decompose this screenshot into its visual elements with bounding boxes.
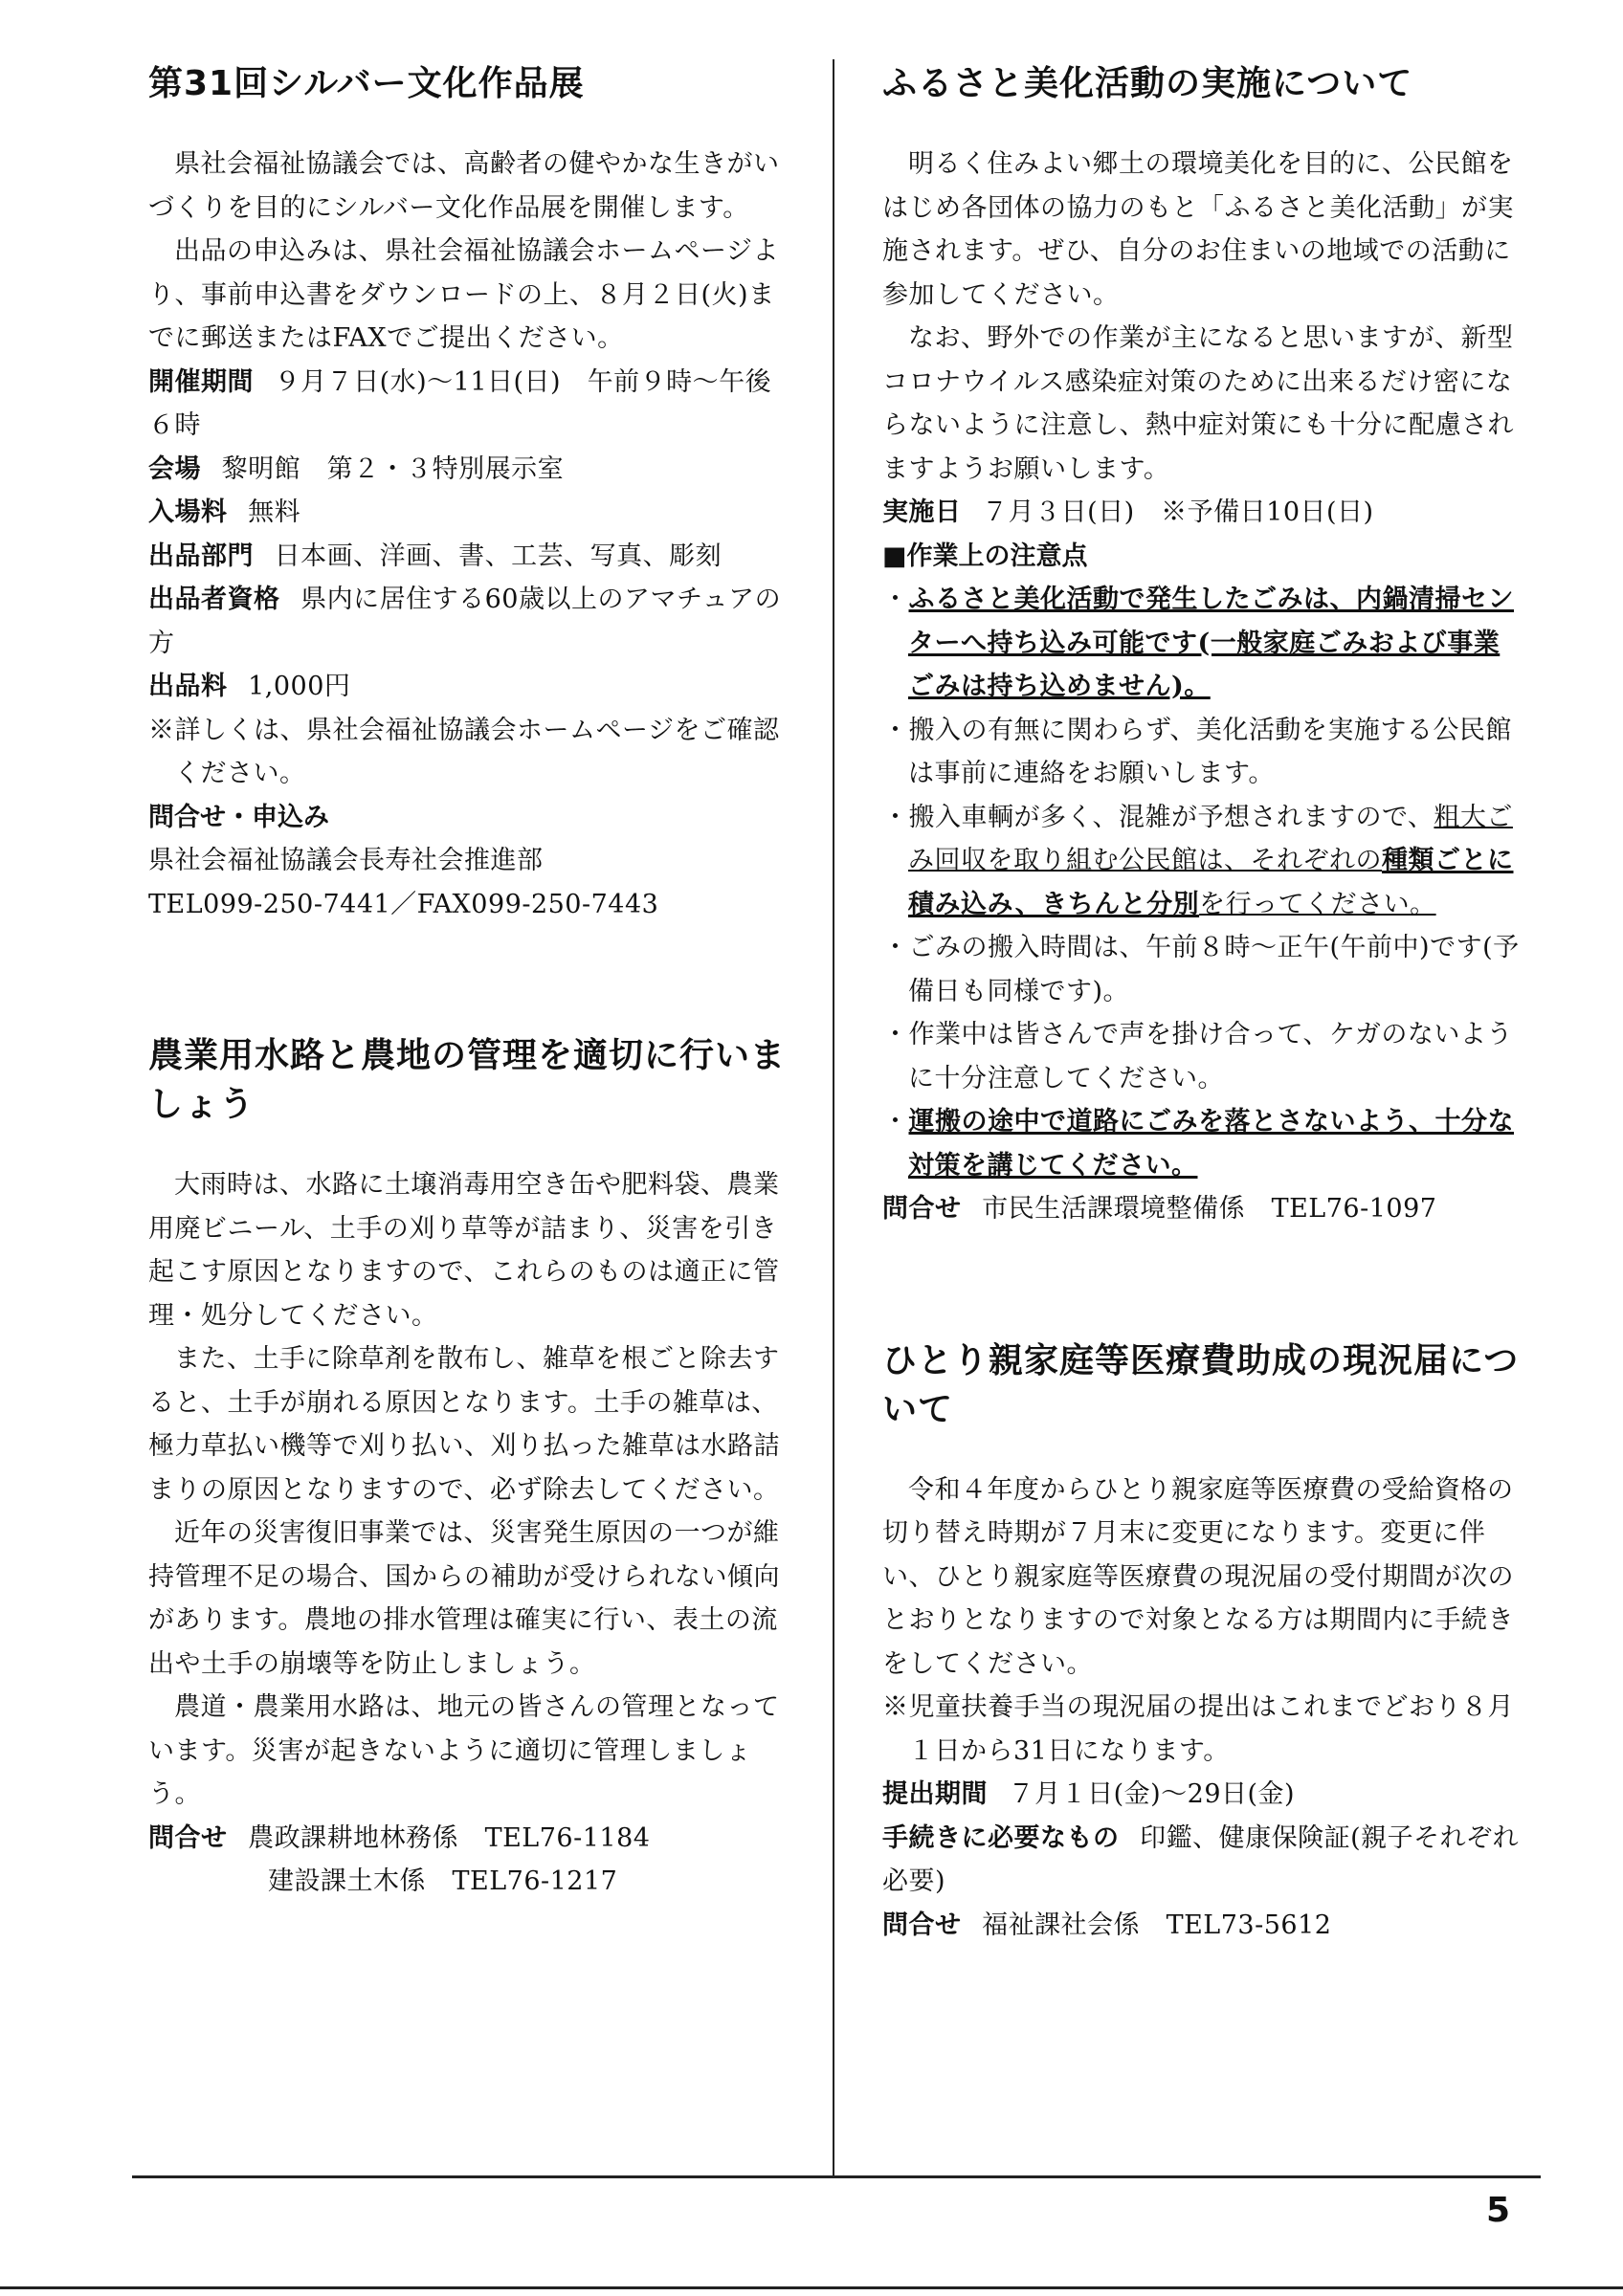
silver-period-label: 開催期間: [148, 366, 254, 397]
silver-entry-fee-label: 出品料: [148, 672, 228, 701]
bullet-mark: ・: [882, 1020, 909, 1049]
right-column: [882, 59, 1523, 1947]
farm-contact-label: 問合せ: [148, 1822, 228, 1853]
bullet-mark: ・: [882, 715, 909, 745]
column-divider: [833, 59, 834, 2177]
silver-contact-label: 問合せ・申込み: [148, 802, 329, 832]
caution-item-4: [882, 926, 1523, 1013]
furusato-title: ふるさと美化活動の実施について: [882, 64, 1413, 103]
caution-item-3-underline-1: 粗大ごみ回収を取り組む公民館は、それぞれの: [908, 802, 1513, 875]
caution-item-3-pre: 搬入車輌が多く、混雑が予想されますので、: [908, 802, 1434, 832]
furusato-contact-value: 市民生活課環境整備係 TEL76-1097: [982, 1194, 1437, 1224]
silver-venue-value: 黎明館 第２・３特別展示室: [221, 453, 565, 484]
silver-note: ※詳しくは、県社会福祉協議会ホームページをご確認ください。: [148, 715, 780, 788]
single-parent-article: [882, 1336, 1523, 1948]
silver-venue-label: 会場: [148, 453, 201, 484]
single-contact: [882, 1904, 1523, 1948]
furusato-date-label: 実施日: [882, 497, 962, 527]
caution-item-3: [882, 796, 1523, 927]
single-items-value: 印鑑、健康保険証(親子それぞれ必要): [882, 1822, 1520, 1896]
single-items-label: 手続きに必要なもの: [882, 1822, 1120, 1853]
caution-item-2-text: 搬入の有無に関わらず、美化活動を実施する公民館は事前に連絡をお願いします。: [908, 715, 1512, 788]
silver-period: [148, 361, 789, 448]
farm-para-4: 農道・農業用水路は、地元の皆さんの管理となっています。災害が起きないように適切に管理しましょう。: [148, 1692, 780, 1809]
farm-para-3: 近年の災害復旧事業では、災害発生原因の一つが維持管理不足の場合、国からの補助が受けられない傾向があります。農地の排水管理は確実に行い、表土の流出や土手の崩壊等を防止しましょう。: [148, 1518, 780, 1679]
page-bottom-edge: [0, 2286, 1623, 2289]
farm-title: 農業用水路と農地の管理を適切に行いましょう: [148, 1036, 787, 1124]
furusato-contact-label: 問合せ: [882, 1194, 962, 1224]
caution-item-6-text: 運搬の途中で道路にごみを落とさないよう、十分な対策を講じてください。: [908, 1107, 1514, 1181]
silver-fee: [148, 491, 789, 535]
caution-item-1: [882, 578, 1523, 709]
furusato-article: [882, 59, 1523, 1231]
silver-contact-org: 県社会福祉協議会長寿社会推進部: [148, 846, 544, 875]
silver-exhibition-title: 第31回シルバー文化作品展: [148, 64, 585, 103]
bullet-mark: ・: [882, 585, 909, 614]
bullet-mark: ・: [882, 933, 909, 962]
furusato-caution-head: ■作業上の注意点: [882, 541, 1088, 571]
silver-fee-label: 入場料: [148, 497, 228, 527]
single-period: [882, 1773, 1523, 1817]
silver-period-value: ９月７日(水)～11日(日) 午前９時～午後６時: [148, 366, 772, 440]
furusato-date: [882, 491, 1523, 535]
furusato-para-2: なお、野外での作業が主になると思いますが、新型コロナウイルス感染症対策のために出来るだけ密にならないように注意し、熱中症対策にも十分に配慮されますようお願いします。: [882, 323, 1514, 484]
caution-item-1-text: ふるさと美化活動で発生したごみは、内鍋清掃センターへ持ち込み可能です(一般家庭ごみおよび事業ごみは持ち込めません)。: [908, 585, 1514, 701]
single-period-value: ７月１日(金)～29日(金): [1008, 1779, 1296, 1809]
caution-item-5: [882, 1013, 1523, 1100]
silver-entry-fee-value: 1,000円: [248, 672, 351, 701]
farm-contact: [148, 1817, 789, 1861]
single-contact-label: 問合せ: [882, 1910, 962, 1940]
single-period-label: 提出期間: [882, 1779, 988, 1809]
silver-contact-tel: TEL099-250-7441／FAX099-250-7443: [148, 889, 659, 919]
left-column: [148, 59, 789, 1904]
page-number: 5: [1485, 2191, 1510, 2230]
footer-rule: [132, 2175, 1541, 2178]
farm-para-1: 大雨時は、水路に土壌消毒用空き缶や肥料袋、農業用廃ビニール、土手の刈り草等が詰まり、災害を引き起こす原因となりますので、これらのものは適正に管理・処分してください。: [148, 1170, 780, 1331]
silver-fee-value: 無料: [248, 497, 301, 527]
farm-para-2: また、土手に除草剤を散布し、雑草を根ごと除去すると、土手が崩れる原因となります。土手の雑草は、極力草払い機等で刈り払い、刈り払った雑草は水路詰まりの原因となりますので、必ず除去してください。: [148, 1344, 780, 1505]
silver-venue: [148, 448, 789, 492]
caution-item-2: [882, 709, 1523, 796]
silver-qual-value: 県内に居住する60歳以上のアマチュアの方: [148, 585, 782, 658]
caution-item-3-underline-2: 種類ごとに積み込み、きちんと分別: [908, 846, 1514, 919]
silver-entry-fee: [148, 665, 789, 709]
single-parent-title: ひとり親家庭等医療費助成の現況届について: [882, 1340, 1520, 1429]
silver-dept-label: 出品部門: [148, 541, 254, 571]
bullet-mark: ・: [882, 802, 909, 832]
farm-article: [148, 1031, 789, 1904]
furusato-date-value: ７月３日(日) ※予備日10日(日): [982, 497, 1374, 527]
single-contact-value: 福祉課社会係 TEL73-5612: [982, 1910, 1332, 1940]
furusato-contact: [882, 1187, 1523, 1231]
single-note: ※児童扶養手当の現況届の提出はこれまでどおり８月１日から31日になります。: [882, 1692, 1514, 1766]
silver-para-1: 県社会福祉協議会では、高齢者の健やかな生きがいづくりを目的にシルバー文化作品展を開催します。: [148, 149, 780, 223]
silver-dept: [148, 535, 789, 579]
furusato-para-1: 明るく住みよい郷土の環境美化を目的に、公民館をはじめ各団体の協力のもと「ふるさと美化活動」が実施されます。ぜひ、自分のお住まいの地域での活動に参加してください。: [882, 149, 1514, 310]
farm-contact-2: 建設課土木係 TEL76-1217: [268, 1866, 618, 1896]
single-items: [882, 1817, 1523, 1904]
caution-item-3-underline-3: を行ってください。: [1199, 889, 1436, 919]
silver-exhibition-article: [148, 59, 789, 926]
farm-contact-1: 農政課耕地林務係 TEL76-1184: [248, 1822, 651, 1853]
caution-item-6: [882, 1100, 1523, 1187]
silver-qual: [148, 578, 789, 665]
silver-dept-value: 日本画、洋画、書、工芸、写真、彫刻: [274, 541, 723, 571]
caution-item-5-text: 作業中は皆さんで声を掛け合って、ケガのないように十分注意してください。: [908, 1020, 1513, 1093]
bullet-mark: ・: [882, 1107, 909, 1137]
single-para-1: 令和４年度からひとり親家庭等医療費の受給資格の切り替え時期が７月末に変更になります。変更に伴い、ひとり親家庭等医療費の現況届の受付期間が次のとおりとなりますので対象となる方は期間内に手続きをしてください。: [882, 1474, 1514, 1679]
silver-qual-label: 出品者資格: [148, 585, 280, 614]
silver-para-2: 出品の申込みは、県社会福祉協議会ホームページより、事前申込書をダウンロードの上、８月２日(火)までに郵送またはFAXでご提出ください。: [148, 236, 779, 353]
caution-item-4-text: ごみの搬入時間は、午前８時～正午(午前中)です(予備日も同様です)。: [908, 933, 1520, 1006]
